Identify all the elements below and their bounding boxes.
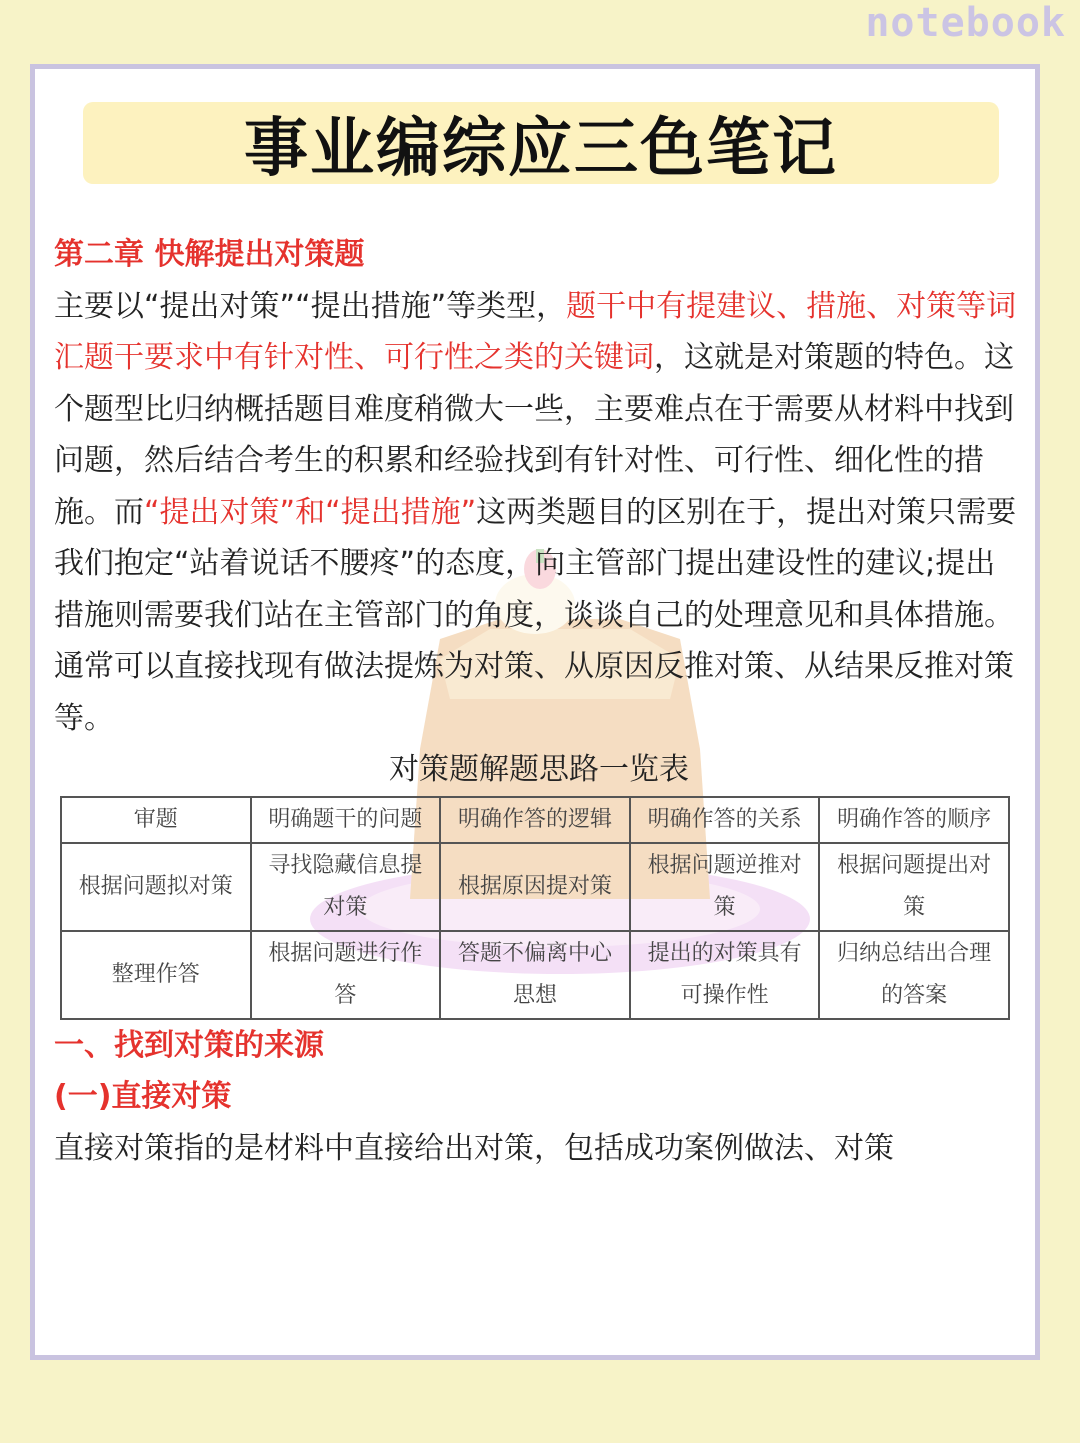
table-cell: 根据问题拟对策 — [61, 843, 251, 931]
intro-text-1: 主要以“提出对策”“提出措施”等类型， — [54, 288, 567, 324]
table-cell: 明确作答的逻辑 — [440, 797, 630, 843]
intro-text-2: ，这就是对策题的特色。这个题型比归纳概括题目难度稍微大一些，主要难点在于需要从材料中找到问题，然后结合考生的积累和经验找到有针对性、可行性、细化性的措施。而 — [54, 340, 1014, 530]
table-cell: 根据问题进行作答 — [251, 931, 441, 1019]
table-cell: 明确作答的顺序 — [819, 797, 1009, 843]
table-cell: 根据原因提对策 — [440, 843, 630, 931]
table-title: 对策题解题思路一览表 — [389, 752, 689, 787]
table-cell: 寻找隐藏信息提对策 — [251, 843, 441, 931]
table-cell: 明确题干的问题 — [251, 797, 441, 843]
intro-text-3: 这两类题目的区别在于，提出对策只需要我们抱定“站着说话不腰疼”的态度，向主管部门提出建设性的建议;提出措施则需要我们站在主管部门的角度，谈谈自己的处理意见和具体措施。 — [54, 494, 1017, 633]
intro-highlight-2: “提出对策”和“提出措施” — [144, 494, 477, 530]
intro-paragraph — [54, 281, 1024, 642]
note-content — [54, 229, 1024, 1174]
section-heading: 一、找到对策的来源 — [54, 1027, 324, 1063]
table-cell: 审题 — [61, 797, 251, 843]
table-cell: 根据问题逆推对策 — [630, 843, 820, 931]
table-cell: 答题不偏离中心思想 — [440, 931, 630, 1019]
chapter-heading: 第二章 快解提出对策题 — [54, 237, 365, 272]
table-row — [61, 797, 1009, 843]
note-card — [30, 64, 1040, 1360]
title-banner — [83, 102, 999, 184]
table-cell: 归纳总结出合理的答案 — [819, 931, 1009, 1019]
table-cell: 根据问题提出对策 — [819, 843, 1009, 931]
section-text: 直接对策指的是材料中直接给出对策，包括成功案例做法、对策 — [54, 1130, 894, 1166]
intro-paragraph-2: 通常可以直接找现有做法提炼为对策、从原因反推对策、从结果反推对策等。 — [54, 649, 1014, 736]
table-cell: 提出的对策具有可操作性 — [630, 931, 820, 1019]
table-cell: 整理作答 — [61, 931, 251, 1019]
table-cell: 明确作答的关系 — [630, 797, 820, 843]
strategy-table — [60, 796, 1010, 1020]
page-title: 事业编综应三色笔记 — [244, 112, 838, 186]
notebook-watermark: notebook — [865, 0, 1066, 46]
table-row — [61, 843, 1009, 931]
subsection-heading: (一)直接对策 — [54, 1079, 232, 1114]
table-row — [61, 931, 1009, 1019]
intro-highlight-1: 题干中有提建议、措施、对策等词汇题干要求中有针对性、可行性之类的关键词 — [54, 288, 1017, 375]
